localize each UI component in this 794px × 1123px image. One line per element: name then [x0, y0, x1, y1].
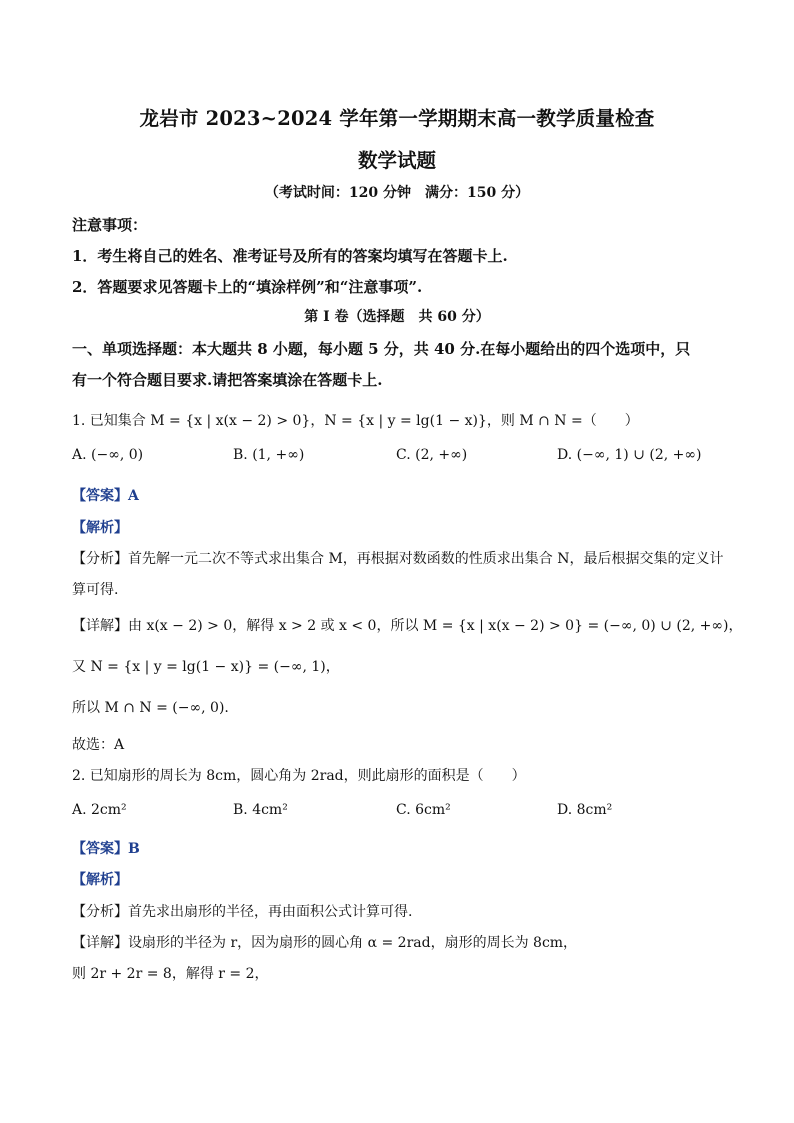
exam-meta: （考试时间：120 分钟 满分：150 分） [264, 185, 530, 201]
q1-detail-line-1: 【详解】由 x(x − 2) > 0，解得 x > 2 或 x < 0，所以 M = {x | x(x − 2) > 0} = (−∞, 0) ∪ (2, +∞)， [72, 618, 743, 634]
q1-option-c: C. (2, +∞) [396, 447, 468, 463]
q1-option-d: D. (−∞, 1) ∪ (2, +∞) [557, 447, 702, 463]
page-title: 龙岩市 2023~2024 学年第一学期期末高一教学质量检查 [139, 107, 655, 130]
q2-analysis-line-1: 【分析】首先求出扇形的半径，再由面积公式计算可得. [72, 904, 413, 920]
page-subtitle: 数学试题 [357, 149, 436, 172]
notes-heading: 注意事项： [72, 216, 148, 234]
q2-detail-line-2: 则 2r + 2r = 8，解得 r = 2， [72, 966, 269, 982]
q2-answer: 【答案】B [72, 841, 140, 857]
q1-option-a: A. (−∞, 0) [72, 447, 144, 463]
q1-stem: 1. 已知集合 M = {x | x(x − 2) > 0}，N = {x | y = lg(1 − x)}，则 M ∩ N =（ ） [72, 413, 639, 429]
q1-detail-line-3: 所以 M ∩ N = (−∞, 0). [72, 700, 229, 716]
q1-conclusion: 故选：A [72, 737, 125, 753]
q2-option-c: C. 6cm² [396, 802, 451, 818]
q2-option-a: A. 2cm² [72, 802, 127, 818]
q2-detail-line-1: 【详解】设扇形的半径为 r，因为扇形的圆心角 α = 2rad，扇形的周长为 8cm， [72, 935, 578, 951]
q1-option-b: B. (1, +∞) [233, 447, 305, 463]
q1-analysis-line-1: 【分析】首先解一元二次不等式求出集合 M，再根据对数函数的性质求出集合 N，最后根据交集的定义计 [72, 551, 724, 567]
q2-option-b: B. 4cm² [233, 802, 288, 818]
q2-stem: 2. 已知扇形的周长为 8cm，圆心角为 2rad，则此扇形的面积是（ ） [72, 768, 526, 784]
section-instruction-line-1: 一、单项选择题：本大题共 8 小题，每小题 5 分，共 40 分.在每小题给出的四个选项中，只 [72, 340, 691, 358]
q1-detail-line-2: 又 N = {x | y = lg(1 − x)} = (−∞, 1)， [72, 659, 340, 675]
section-instruction-line-2: 有一个符合题目要求.请把答案填涂在答题卡上. [72, 371, 383, 389]
q2-option-d: D. 8cm² [557, 802, 613, 818]
note-item-2: 2．答题要求见答题卡上的“填涂样例”和“注意事项”. [72, 278, 423, 296]
q2-analysis-heading: 【解析】 [72, 872, 128, 888]
section-title: 第 I 卷（选择题 共 60 分） [304, 309, 490, 325]
q1-analysis-line-2: 算可得. [72, 582, 119, 598]
q1-answer: 【答案】A [72, 488, 139, 504]
note-item-1: 1．考生将自己的姓名、准考证号及所有的答案均填写在答题卡上. [72, 247, 508, 265]
q1-analysis-heading: 【解析】 [72, 520, 128, 536]
